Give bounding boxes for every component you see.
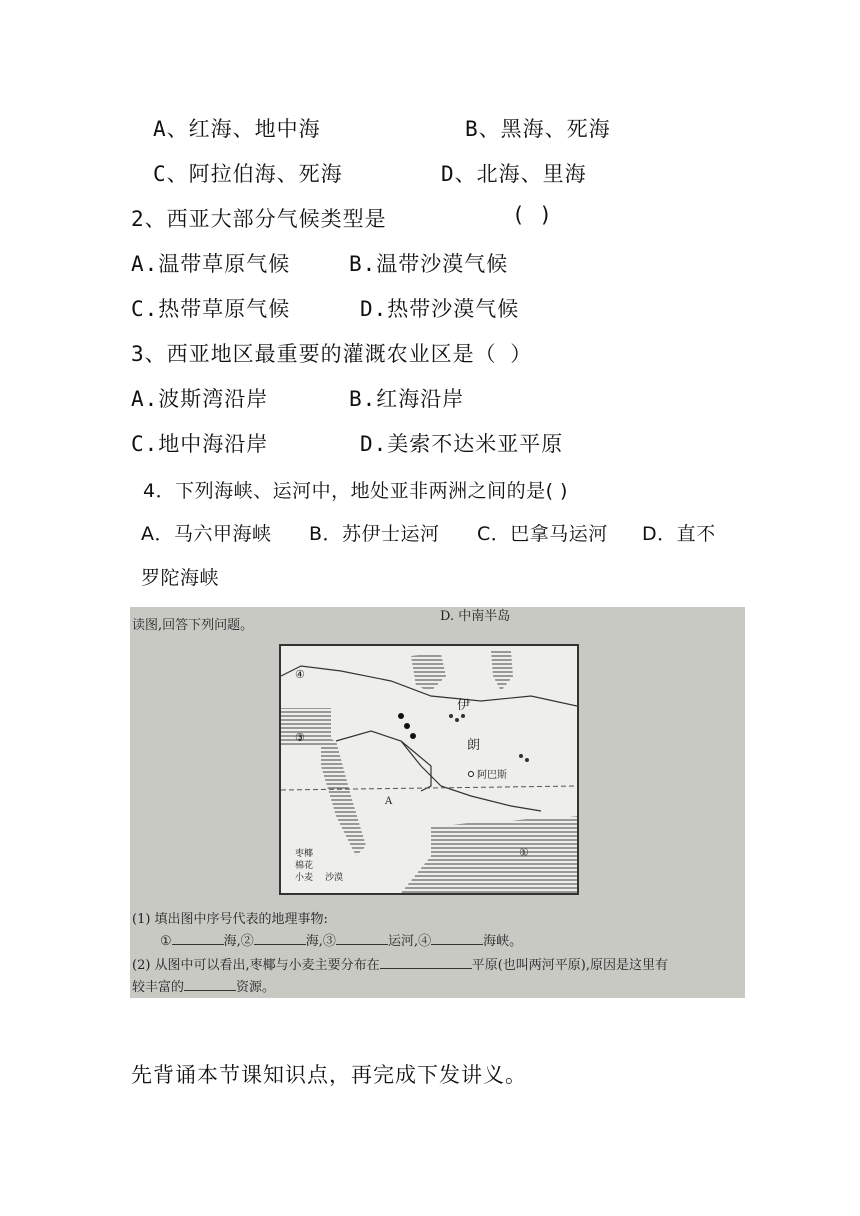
arabian-sea	[401, 816, 577, 893]
blank-1	[172, 932, 224, 945]
worksheet-photo	[130, 607, 745, 998]
q2-option-b: B.温带沙漠气候	[349, 252, 509, 276]
q2-paren: ( )	[512, 203, 553, 227]
caspian-sea	[491, 651, 513, 691]
blank-5	[380, 956, 472, 969]
blank-4	[431, 932, 483, 945]
map-drawing	[281, 646, 577, 893]
west-asia-map	[279, 644, 579, 895]
legend-dates: 枣椰	[295, 849, 314, 859]
q3-option-d: D.美索不达米亚平原	[360, 432, 564, 456]
red-sea	[321, 736, 366, 856]
q4-option-c: C．巴拿马运河	[477, 523, 608, 545]
legend-desert: 沙漠	[325, 873, 344, 883]
q3-stem: 3、西亚地区最重要的灌溉农业区是（ ）	[131, 342, 533, 366]
q4-option-d: D．直不	[642, 523, 716, 545]
q1-option-b: B、黑海、死海	[465, 117, 611, 141]
photo-intro: 读图,回答下列问题。	[132, 618, 254, 633]
q2-option-d: D.热带沙漠气候	[360, 297, 520, 321]
q1-option-d: D、北海、里海	[441, 162, 587, 186]
label-a: A	[385, 796, 393, 807]
photo-q1-line2: ① 海,② 海,③ 运河,④ 海峡。	[160, 934, 523, 949]
legend-cotton: 棉花	[295, 861, 314, 871]
black-sea	[411, 654, 446, 691]
photo-q2-line1: (2) 从图中可以看出,枣椰与小麦主要分布在 平原(也叫两河平原),原因是这里有	[132, 958, 668, 973]
photo-top-partial: D. 中南半岛	[440, 609, 511, 624]
q3-option-b: B.红海沿岸	[349, 387, 465, 411]
q4-stem: 4．下列海峡、运河中，地处亚非两洲之间的是( )	[143, 480, 568, 502]
blank-6	[184, 978, 236, 991]
photo-q1-line1: (1) 填出图中序号代表的地理事物:	[132, 912, 328, 927]
q4-option-d-cont: 罗陀海峡	[141, 567, 220, 589]
label-n1: ①	[519, 846, 529, 859]
q2-stem: 2、西亚大部分气候类型是	[131, 207, 387, 231]
legend-wheat: 小麦	[295, 873, 314, 883]
blank-3	[336, 932, 388, 945]
q1-option-a: A、红海、地中海	[153, 117, 321, 141]
q4-option-b: B．苏伊士运河	[309, 523, 440, 545]
q4-option-a: A．马六甲海峡	[141, 523, 272, 545]
abbas-point	[469, 772, 474, 777]
q3-option-a: A.波斯湾沿岸	[131, 387, 269, 411]
label-lang: 朗	[467, 738, 481, 753]
q1-option-c: C、阿拉伯海、死海	[153, 162, 343, 186]
q2-option-c: C.热带草原气候	[131, 297, 291, 321]
photo-q2-line2: 较丰富的 资源。	[132, 980, 276, 995]
label-n3: ③	[295, 731, 305, 744]
label-abbas: 阿巴斯	[477, 770, 507, 781]
q3-option-c: C.地中海沿岸	[131, 432, 269, 456]
footer-instruction: 先背诵本节课知识点，再完成下发讲义。	[131, 1063, 527, 1087]
q2-option-a: A.温带草原气候	[131, 252, 291, 276]
label-n4: ④	[295, 668, 305, 681]
blank-2	[254, 932, 306, 945]
label-yi: 伊	[457, 698, 471, 713]
